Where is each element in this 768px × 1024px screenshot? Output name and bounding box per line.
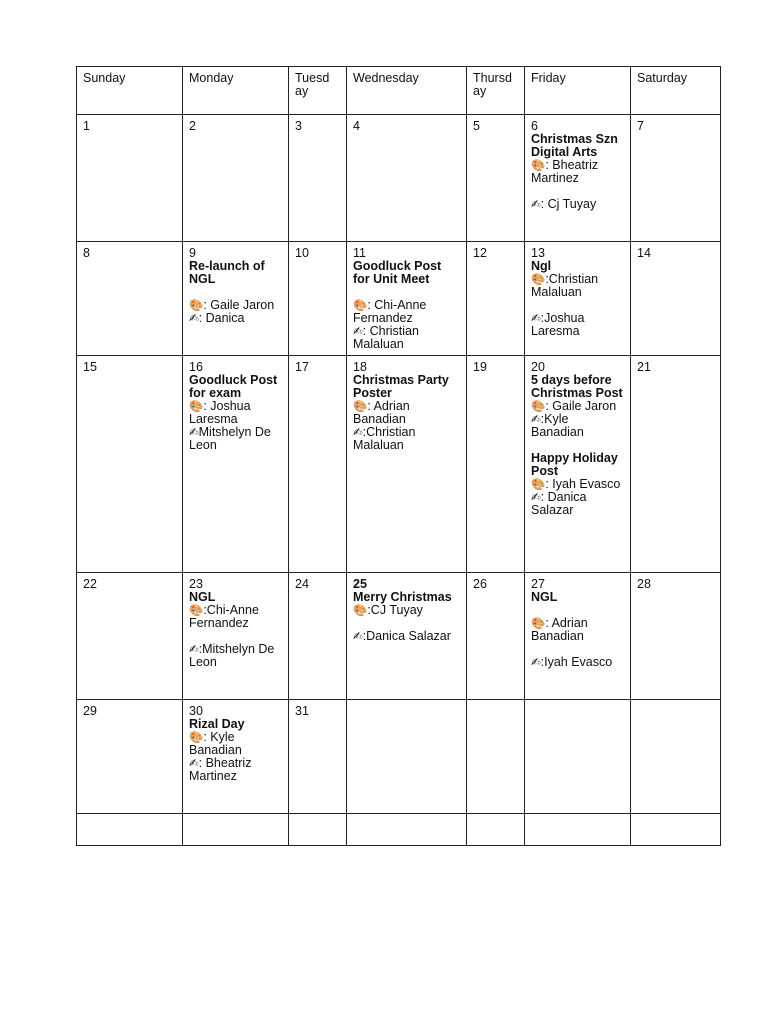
day-cell	[467, 700, 525, 814]
date-number: 15	[83, 360, 97, 374]
day-cell	[289, 242, 347, 356]
writer-name: : Bheatriz Martinez	[189, 756, 252, 783]
writing-hand-icon: ✍	[353, 629, 363, 643]
day-cell	[631, 242, 721, 356]
day-cell	[289, 356, 347, 573]
date-number: 4	[353, 119, 360, 133]
palette-icon: 🎨	[353, 603, 368, 617]
designer-name: : Gaile Jaron	[545, 399, 617, 413]
writing-hand-icon: ✍	[531, 655, 541, 669]
day-cell	[347, 700, 467, 814]
day-cell	[77, 115, 183, 242]
writing-hand-icon: ✍	[189, 642, 199, 656]
event-title: Christmas Szn Digital Arts	[531, 132, 618, 159]
designer-name: : Adrian Banadian	[353, 399, 410, 426]
writer-name: :Kyle Banadian	[531, 412, 584, 439]
designer-line	[189, 400, 282, 426]
date-number: 13	[531, 246, 545, 260]
palette-icon: 🎨	[531, 477, 546, 491]
day-cell	[631, 356, 721, 573]
writer-name: : Danica Salazar	[531, 490, 587, 517]
date-number: 23	[189, 577, 203, 591]
designer-line	[531, 273, 624, 299]
date-number: 9	[189, 246, 196, 260]
day-cell	[525, 814, 631, 846]
palette-icon: 🎨	[353, 399, 368, 413]
writer-line	[531, 656, 624, 669]
day-cell	[77, 700, 183, 814]
empty-row	[77, 814, 721, 846]
writer-line	[531, 198, 624, 211]
date-number: 31	[295, 704, 309, 718]
palette-icon: 🎨	[531, 158, 546, 172]
date-number: 24	[295, 577, 309, 591]
day-cell	[183, 573, 289, 700]
writer-line	[353, 426, 460, 452]
date-number: 14	[637, 246, 651, 260]
day-cell	[183, 356, 289, 573]
event-title: NGL	[531, 590, 558, 604]
date-number: 3	[295, 119, 302, 133]
header-thursday: Thursd ay	[467, 67, 525, 115]
writer-name: : Christian Malaluan	[353, 324, 419, 351]
palette-icon: 🎨	[531, 616, 546, 630]
designer-line	[531, 617, 624, 643]
event-title: Goodluck Post for exam	[189, 373, 278, 400]
writing-hand-icon: ✍	[531, 490, 541, 504]
day-cell	[77, 573, 183, 700]
event-title: 5 days before Christmas Post	[531, 373, 623, 400]
header-tuesday: Tuesd ay	[289, 67, 347, 115]
header-saturday: Saturday	[631, 67, 721, 115]
date-number: 17	[295, 360, 309, 374]
palette-icon: 🎨	[531, 399, 546, 413]
date-number: 1	[83, 119, 90, 133]
day-cell	[289, 814, 347, 846]
day-cell	[77, 242, 183, 356]
writer-line	[353, 630, 460, 643]
designer-name: : Iyah Evasco	[545, 477, 621, 491]
date-number: 20	[531, 360, 545, 374]
designer-name: : Bheatriz Martinez	[531, 158, 599, 185]
writer-line	[189, 426, 282, 452]
designer-line	[353, 400, 460, 426]
writer-name: : Danica	[198, 311, 245, 325]
day-cell	[183, 814, 289, 846]
date-number: 28	[637, 577, 651, 591]
date-number: 10	[295, 246, 309, 260]
header-sunday: Sunday	[77, 67, 183, 115]
day-cell	[525, 700, 631, 814]
designer-name: : Chi-Anne Fernandez	[353, 298, 427, 325]
designer-name: :CJ Tuyay	[367, 603, 423, 617]
day-cell	[347, 242, 467, 356]
writing-hand-icon: ✍	[353, 324, 363, 338]
header-row	[77, 67, 721, 115]
designer-line	[189, 731, 282, 757]
designer-name: : Kyle Banadian	[189, 730, 242, 757]
day-cell	[289, 700, 347, 814]
date-number: 2	[189, 119, 196, 133]
date-number: 27	[531, 577, 545, 591]
week-row	[77, 356, 721, 573]
writer-name: :Danica Salazar	[362, 629, 451, 643]
day-cell	[347, 356, 467, 573]
writer-line	[353, 325, 460, 351]
day-cell	[467, 814, 525, 846]
date-number: 5	[473, 119, 480, 133]
day-cell	[183, 242, 289, 356]
event-title: Happy Holiday Post	[531, 451, 618, 478]
designer-name: : Gaile Jaron	[203, 298, 275, 312]
day-cell	[77, 814, 183, 846]
date-number: 29	[83, 704, 97, 718]
writer-name: :Mitshelyn De Leon	[189, 642, 275, 669]
event-title: Christmas Party Poster	[353, 373, 449, 400]
day-cell	[289, 573, 347, 700]
palette-icon: 🎨	[353, 298, 368, 312]
palette-icon: 🎨	[189, 399, 204, 413]
day-cell	[183, 700, 289, 814]
date-number: 7	[637, 119, 644, 133]
date-number: 19	[473, 360, 487, 374]
date-number: 22	[83, 577, 97, 591]
day-cell	[347, 573, 467, 700]
palette-icon: 🎨	[189, 603, 204, 617]
day-cell	[467, 573, 525, 700]
date-number: 26	[473, 577, 487, 591]
writer-line	[189, 643, 282, 669]
day-cell	[631, 700, 721, 814]
day-cell	[77, 356, 183, 573]
designer-name: : Joshua Laresma	[189, 399, 251, 426]
week-row	[77, 700, 721, 814]
calendar-table	[76, 66, 721, 846]
writer-name: Mitshelyn De Leon	[189, 425, 271, 452]
event-title: Goodluck Post for Unit Meet	[353, 259, 442, 286]
day-cell	[467, 115, 525, 242]
day-cell	[525, 356, 631, 573]
day-cell	[347, 814, 467, 846]
header-friday: Friday	[525, 67, 631, 115]
date-number: 8	[83, 246, 90, 260]
writer-name: :Joshua Laresma	[531, 311, 585, 338]
header-monday: Monday	[183, 67, 289, 115]
designer-line	[353, 604, 460, 617]
writing-hand-icon: ✍	[189, 756, 199, 770]
writer-name: :Christian Malaluan	[353, 425, 416, 452]
week-row	[77, 115, 721, 242]
writing-hand-icon: ✍	[531, 311, 541, 325]
day-cell	[525, 115, 631, 242]
day-cell	[467, 242, 525, 356]
day-cell	[347, 115, 467, 242]
writing-hand-icon: ✍	[189, 425, 199, 439]
event-title: Merry Christmas	[353, 590, 452, 604]
date-number: 12	[473, 246, 487, 260]
writing-hand-icon: ✍	[189, 311, 199, 325]
day-cell	[183, 115, 289, 242]
date-number: 25	[353, 577, 367, 591]
day-cell	[631, 573, 721, 700]
palette-icon: 🎨	[189, 298, 204, 312]
writing-hand-icon: ✍	[531, 197, 541, 211]
writer-line	[531, 413, 624, 439]
designer-name: :Christian Malaluan	[531, 272, 599, 299]
writer-line	[531, 491, 624, 517]
day-cell	[631, 814, 721, 846]
date-number: 21	[637, 360, 651, 374]
designer-line	[531, 159, 624, 185]
designer-name: : Adrian Banadian	[531, 616, 588, 643]
event-title: Re-launch of NGL	[189, 259, 265, 286]
week-row	[77, 242, 721, 356]
event-title: Rizal Day	[189, 717, 245, 731]
writer-name: : Cj Tuyay	[540, 197, 597, 211]
date-number: 30	[189, 704, 203, 718]
event-title: NGL	[189, 590, 216, 604]
date-number: 16	[189, 360, 203, 374]
date-number: 11	[353, 246, 366, 260]
writing-hand-icon: ✍	[353, 425, 363, 439]
designer-name: :Chi-Anne Fernandez	[189, 603, 259, 630]
writing-hand-icon: ✍	[531, 412, 541, 426]
week-row	[77, 573, 721, 700]
day-cell	[525, 242, 631, 356]
designer-line	[353, 299, 460, 325]
event-title: Ngl	[531, 259, 552, 273]
day-cell	[289, 115, 347, 242]
writer-line	[189, 757, 282, 783]
day-cell	[525, 573, 631, 700]
palette-icon: 🎨	[189, 730, 204, 744]
palette-icon: 🎨	[531, 272, 546, 286]
day-cell	[467, 356, 525, 573]
date-number: 18	[353, 360, 367, 374]
header-wednesday: Wednesday	[347, 67, 467, 115]
date-number: 6	[531, 119, 538, 133]
writer-name: :Iyah Evasco	[540, 655, 613, 669]
day-cell	[631, 115, 721, 242]
designer-line	[189, 604, 282, 630]
writer-line	[531, 312, 624, 338]
writer-line	[189, 312, 282, 325]
